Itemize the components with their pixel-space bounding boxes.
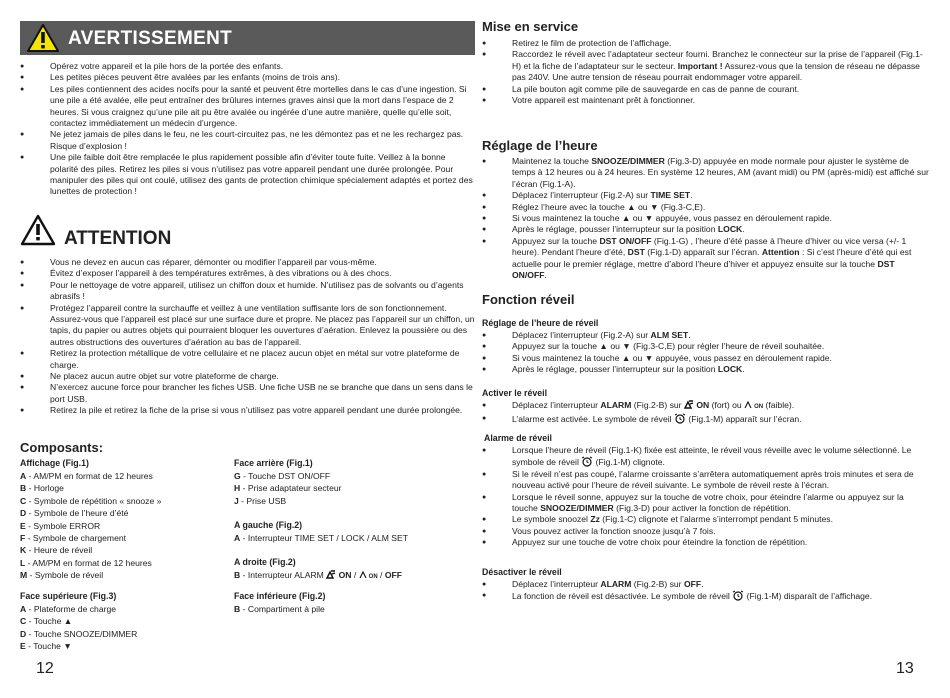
- list-item: ● Si le réveil n’est pas coupé, l’alarme croissante s’arrêtera automatiquement après trois minutes et sera de nouveau activé pour l’heure de réveil suivante. Le symbole de réveil reste à l’écran.: [482, 469, 930, 492]
- alarm-soft-icon: [359, 570, 369, 579]
- top-face-title: Face supérieure (Fig.3): [20, 591, 117, 601]
- list-item: B - Horloge: [20, 483, 64, 494]
- list-item: ● Ne placez aucun autre objet sur votre plateforme de charge.: [20, 371, 475, 382]
- list-item: ● Appuyez sur une touche de votre choix pour éteindre la fonction de répétition.: [482, 537, 930, 548]
- alarm-ring-title: Alarme de réveil: [484, 433, 552, 443]
- setup-list: [482, 38, 930, 106]
- list-item: C - Touche ▲: [20, 616, 73, 627]
- list-item: ● La pile bouton agit comme pile de sauvegarde en cas de panne de courant.: [482, 84, 930, 95]
- list-item: ● Évitez d’exposer l’appareil à des températures extrêmes, à des vibrations ou à des chocs.: [20, 268, 475, 279]
- top-face-list: [20, 603, 137, 653]
- list-item: ● Déplacez l’interrupteur ALARM (Fig.2-B) sur OFF.: [482, 579, 930, 590]
- warning-banner: [20, 21, 475, 55]
- list-item: ● Le symbole snoozel Zz (Fig.1-C) clignote et l’alarme s’interrompt pendant 5 minutes.: [482, 514, 930, 525]
- right-side-title: A droite (Fig.2): [234, 557, 296, 567]
- list-item: ● Opérez votre appareil et la pile hors de la portée des enfants.: [20, 61, 475, 72]
- alarm-soft-icon: [744, 400, 754, 409]
- list-item: ● Raccordez le réveil avec l’adaptateur secteur fourni. Branchez le connecteur sur la prise de l’appareil (Fig.1-H) et la fiche de l’adaptateur sur le secteur. Important ! Assurez-vous que la tension de réseau ne dépasse pas 240V. Une autre tension de réseau pourrait endommager votre appareil.: [482, 49, 930, 83]
- alarm-loud-icon: [684, 400, 694, 409]
- list-item: ● Déplacez l’interrupteur ALARM (Fig.2-B) sur ON (fort) ou ON (faible).: [482, 400, 930, 413]
- list-item: ● Retirez la pile et retirez la fiche de la prise si vous n’utilisez pas votre appareil pendant une durée prolongée.: [20, 405, 475, 416]
- page-number-left: 12: [36, 660, 54, 677]
- list-item: ● Retirez la protection métallique de votre cellulaire et ne placez aucun objet en métal sur votre plateforme de charge.: [20, 348, 475, 371]
- list-item: K - Heure de réveil: [20, 545, 93, 556]
- warning-list: [20, 61, 475, 198]
- page-number-right: 13: [896, 660, 914, 677]
- time-list: [482, 156, 930, 281]
- back-face-list: [234, 470, 342, 507]
- list-item: B - Interrupteur ALARM ON / ON / OFF: [234, 570, 403, 580]
- list-item: D - Symbole de l’heure d’été: [20, 508, 129, 519]
- alarm-deactivate-title: Désactiver le réveil: [482, 567, 562, 577]
- list-item: B - Compartiment à pile: [234, 604, 325, 614]
- warning-triangle-icon: [20, 214, 56, 246]
- list-item: L - AM/PM en format de 12 heures: [20, 557, 152, 568]
- alarm-ring-list: [482, 445, 930, 549]
- back-face-title: Face arrière (Fig.1): [234, 458, 313, 468]
- list-item: ● Pour le nettoyage de votre appareil, utilisez un chiffon doux et humide. N’utilisez pas de solvants ou d’agents abrasifs !: [20, 280, 475, 303]
- alarm-clock-icon: [732, 590, 744, 601]
- alarm-activate-list: [482, 400, 930, 426]
- display-list: [20, 470, 161, 582]
- components-title: Composants:: [20, 440, 104, 455]
- display-title: Affichage (Fig.1): [20, 458, 89, 468]
- alarm-set-list: [482, 330, 930, 376]
- bottom-face-title: Face inférieure (Fig.2): [234, 591, 326, 601]
- alarm-activate-title: Activer le réveil: [482, 388, 548, 398]
- list-item: C - Symbole de répétition « snooze »: [20, 495, 162, 506]
- list-item: H - Prise adaptateur secteur: [234, 483, 342, 494]
- list-item: ● Si vous maintenez la touche ▲ ou ▼ appuyée, vous passez en déroulement rapide.: [482, 213, 930, 224]
- warning-triangle-icon: [26, 23, 60, 53]
- list-item: A - Plateforme de charge: [20, 604, 117, 614]
- list-item: A - Interrupteur TIME SET / LOCK / ALM SET: [234, 533, 409, 543]
- alarm-clock-icon: [581, 456, 593, 467]
- list-item: ● Si vous maintenez la touche ▲ ou ▼ appuyée, vous passez en déroulement rapide.: [482, 353, 930, 364]
- left-side-list: [234, 532, 408, 544]
- list-item: ● Retirez le film de protection de l’affichage.: [482, 38, 930, 49]
- list-item: ● Une pile faible doit être remplacée le plus rapidement possible afin d’éviter toute fuite. Veillez à la bonne polarité des piles. Retirez les piles si vous n’utilisez pas votre appareil pendant une durée prolongée. Pour manipuler des piles qui ont coulé, utilisez des gants de protection chimique spécialement adaptés et portez des lunettes de protection !: [20, 152, 475, 198]
- list-item: ● Déplacez l’interrupteur (Fig.2-A) sur TIME SET.: [482, 190, 930, 201]
- list-item: ● Vous pouvez activer la fonction snooze jusqu’à 7 fois.: [482, 526, 930, 537]
- list-item: F - Symbole de chargement: [20, 533, 127, 544]
- list-item: ● Ne jetez jamais de piles dans le feu, ne les court-circuitez pas, ne les démontez pas et ne les rechargez pas. Risque d’explosion !: [20, 129, 475, 152]
- list-item: D - Touche SNOOZE/DIMMER: [20, 628, 138, 639]
- list-item: ● Lorsque le réveil sonne, appuyez sur la touche de votre choix, pour éteindre l’alarme ou appuyez sur la touche SNOOZE/DIMMER (Fig.3-D) pour activer la fonction de répétition.: [482, 492, 930, 515]
- list-item: ● Appuyez sur la touche ▲ ou ▼ (Fig.3-C,E) pour régler l’heure de réveil souhaitée.: [482, 341, 930, 352]
- right-side-list: [234, 569, 402, 583]
- list-item: ● La fonction de réveil est désactivée. Le symbole de réveil (Fig.1-M) disparaît de l’affichage.: [482, 590, 930, 602]
- attention-title: ATTENTION: [64, 228, 172, 249]
- alarm-loud-icon: [326, 570, 336, 579]
- attention-list: [20, 257, 475, 417]
- list-item: ● Vous ne devez en aucun cas réparer, démonter ou modifier l’appareil par vous-même.: [20, 257, 475, 268]
- list-item: E - Touche ▼: [20, 641, 72, 652]
- list-item: ● Déplacez l’interrupteur (Fig.2-A) sur ALM SET.: [482, 330, 930, 341]
- left-side-title: A gauche (Fig.2): [234, 520, 303, 530]
- list-item: ● N’exercez aucune force pour brancher les fiches USB. Une fiche USB ne se branche que dans un sens dans le port USB.: [20, 382, 475, 405]
- alarm-set-title: Réglage de l’heure de réveil: [482, 318, 599, 328]
- list-item: A - AM/PM en format de 12 heures: [20, 471, 153, 481]
- list-item: ● L’alarme est activée. Le symbole de réveil (Fig.1-M) apparaît sur l’écran.: [482, 413, 930, 425]
- list-item: ● Maintenez la touche SNOOZE/DIMMER (Fig.3-D) appuyée en mode normale pour ajuster le système de temps à 12 heures ou à 24 heures. En système 12 heures, AM (avant midi) ou PM (après-midi) est affiché sur l’écran (Fig.1-A).: [482, 156, 930, 190]
- list-item: ● Votre appareil est maintenant prêt à fonctionner.: [482, 95, 930, 106]
- list-item: ● Protégez l’appareil contre la surchauffe et veillez à une ventilation suffisante lors de son fonctionnement. Assurez-vous que l’appareil est placé sur une surface dure et propre. Ne placez pas l’appareil sur un chiffon, un tapis, du papier ou autres objets qui pourraient bloquer les ouvertures d’aération. Enlevez la poussière ou des autres obstructions des ouvertures d’aération au bas de l’appareil.: [20, 303, 475, 349]
- warning-title: AVERTISSEMENT: [68, 28, 233, 49]
- list-item: ● Réglez l’heure avec la touche ▲ ou ▼ (Fig.3-C,E).: [482, 202, 930, 213]
- list-item: ● Après le réglage, pousser l’interrupteur sur la position LOCK.: [482, 224, 930, 235]
- setup-title: Mise en service: [482, 19, 579, 34]
- time-title: Réglage de l’heure: [482, 138, 598, 153]
- attention-header: [20, 214, 475, 248]
- alarm-title: Fonction réveil: [482, 292, 575, 307]
- alarm-deactivate-list: [482, 579, 930, 603]
- bottom-face-list: [234, 603, 325, 615]
- list-item: ● Appuyez sur la touche DST ON/OFF (Fig.1-G) , l’heure d’été passe à l’heure d’hiver ou vice versa (+/- 1 heure). Pendant l’heure d’été, DST (Fig.1-D) apparaît sur l’écran. Attention : Si c’est l’heure d’été qui est actuelle pour le premier réglage, mettre d’abord l’heure d’hiver et appuyez ensuite sur la touche DST ON/OFF.: [482, 236, 930, 282]
- list-item: J - Prise USB: [234, 495, 287, 506]
- list-item: E - Symbole ERROR: [20, 520, 101, 531]
- list-item: ● Après le réglage, pousser l’interrupteur sur la position LOCK.: [482, 364, 930, 375]
- alarm-clock-icon: [674, 413, 686, 424]
- list-item: ● Les piles contiennent des acides nocifs pour la santé et peuvent être mortelles dans le cas d’une ingestion. Si une pile a été avalée, elle peut entraîner des brûlures internes graves ainsi que la mort dans l’espace de 2 heures. Si vous craignez qu’une pile ait pu être avalée ou ingérée d’une autre manière, quelle qu’elle soit, contactez immédiatement un médecin d’urgence.: [20, 84, 475, 130]
- list-item: ● Les petites pièces peuvent être avalées par les enfants (moins de trois ans).: [20, 72, 475, 83]
- list-item: G - Touche DST ON/OFF: [234, 471, 331, 481]
- list-item: ● Lorsque l’heure de réveil (Fig.1-K) fixée est atteinte, le réveil vous réveille avec le volume sélectionné. Le symbole de réveil (Fig.1-M) clignote.: [482, 445, 930, 469]
- list-item: M - Symbole de réveil: [20, 570, 104, 581]
- snooze-icon: Zz: [590, 514, 600, 525]
